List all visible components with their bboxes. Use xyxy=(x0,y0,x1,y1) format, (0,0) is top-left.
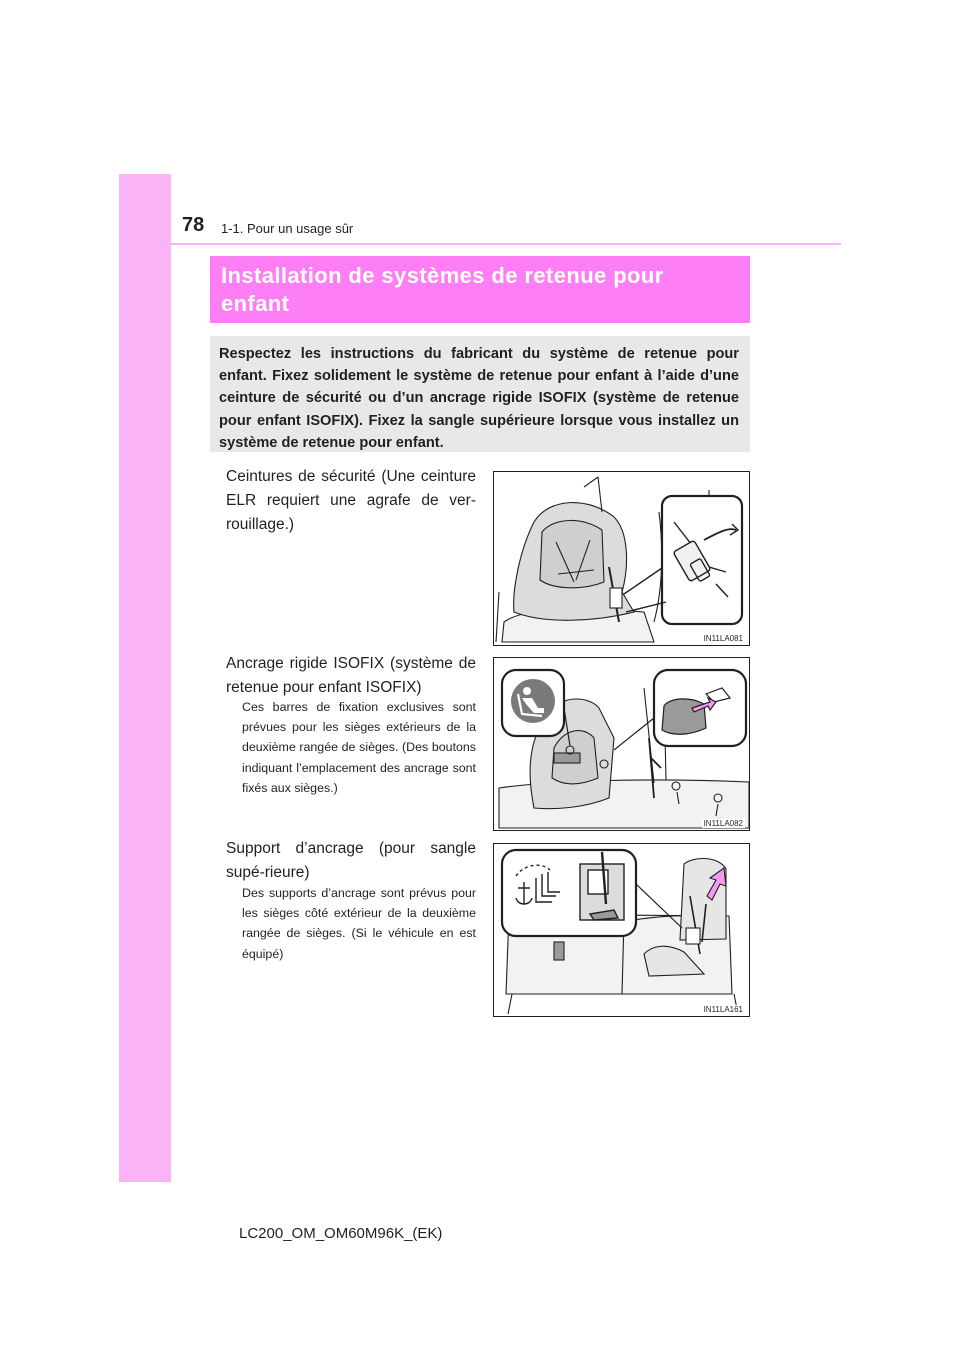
intro-text: Respectez les instructions du fabricant du système de retenue pour enfant. Fixez solidement le système de retenue pour enfant à l’aide d’une ceinture de sécurité ou d’un ancrage rigide ISOFIX (système de retenue pour enfant ISOFIX). Fixez la sangle supérieure lorsque vous installez un système de retenue pour enfant. xyxy=(219,346,739,451)
top-tether-illustration xyxy=(494,844,750,1017)
item-seat-belt-label: Ceintures de sécurité (Une ceinture ELR requiert une agrafe de ver-rouillage.) xyxy=(226,468,476,533)
page-title-banner xyxy=(210,256,750,323)
intro-box xyxy=(210,336,750,452)
figure-seat-belt-child-seat xyxy=(493,471,750,646)
document-footer-code: LC200_OM_OM60M96K_(EK) xyxy=(239,1225,443,1242)
figure-code: IN11LA161 xyxy=(703,1005,743,1014)
figure-isofix-anchor xyxy=(493,657,750,831)
item-isofix-label: Ancrage rigide ISOFIX (système de retenue pour enfant ISOFIX) xyxy=(226,655,476,696)
page-number: 78 xyxy=(182,214,205,236)
isofix-illustration xyxy=(494,658,750,831)
figure-code: IN11LA082 xyxy=(703,819,743,828)
page-title-line-1: Installation de systèmes de retenue pour xyxy=(221,263,664,288)
item-top-tether-label: Support d’ancrage (pour sangle supé-rieure) xyxy=(226,840,476,881)
item-isofix-description: Ces barres de fixation exclusives sont prévues pour les sièges extérieurs de la deuxième rangée de sièges. (Des boutons indiquant l’emplacement des ancrage sont fixés aux sièges.) xyxy=(242,700,476,795)
item-top-tether-description: Des supports d’ancrage sont prévus pour les sièges côté extérieur de la deuxième rangée de sièges. (Si le véhicule en est équipé) xyxy=(242,886,476,961)
figure-top-tether-anchor xyxy=(493,843,750,1017)
header-divider xyxy=(171,243,841,245)
seat-belt-illustration xyxy=(494,472,750,646)
page-title-line-2: enfant xyxy=(221,291,290,316)
side-tab-bar xyxy=(119,174,171,1182)
section-breadcrumb: 1-1. Pour un usage sûr xyxy=(221,221,354,236)
figure-code: IN11LA081 xyxy=(703,634,743,643)
